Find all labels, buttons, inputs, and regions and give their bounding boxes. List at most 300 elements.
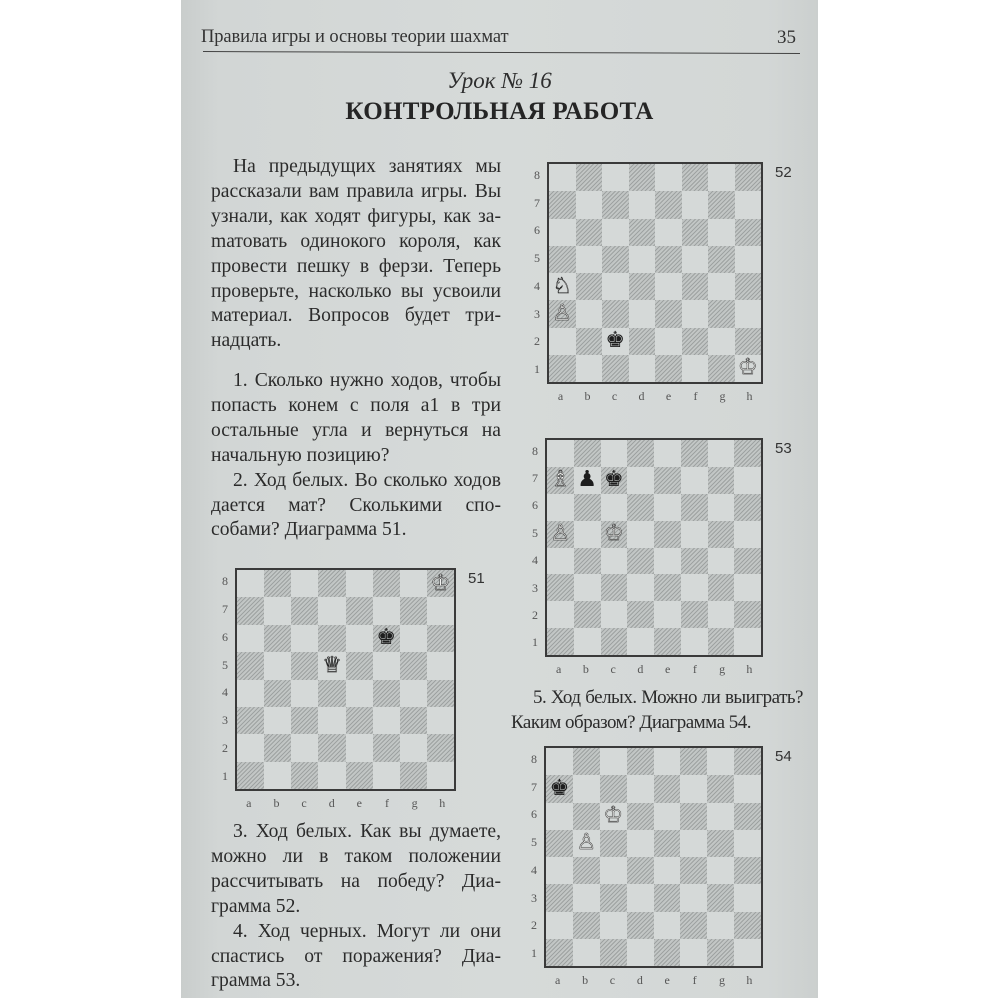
square-b2 [264,734,291,761]
file-label: a [555,662,562,676]
file-label: f [693,389,698,403]
square-a1 [547,628,574,655]
square-e4 [346,680,373,707]
square-h8 [734,440,761,467]
square-a3 [549,300,576,327]
square-e7 [654,775,681,802]
square-a3 [237,707,264,734]
square-d2 [629,328,656,355]
square-a8 [547,440,574,467]
square-c7 [601,467,628,494]
white-king-icon: ♔ [603,803,624,829]
intro-column [211,155,501,354]
square-c6 [601,494,628,521]
square-d1 [318,762,345,789]
square-g3 [708,574,735,601]
rank-label: 7 [222,601,228,616]
square-f7 [682,191,709,218]
square-h5 [734,521,761,548]
square-d7 [627,775,654,802]
running-header: Правила игры и основы теории шахмат [201,27,509,47]
square-b8 [264,570,291,597]
rank-label: 3 [532,580,538,595]
square-e5 [654,830,681,857]
rank-label: 7 [531,779,537,794]
square-f6 [373,625,400,652]
square-e6 [655,219,682,246]
rank-label: 2 [222,741,228,756]
square-a3 [546,884,573,911]
square-g5 [400,652,427,679]
square-d3 [318,707,345,734]
square-c5 [291,652,318,679]
rank-label: 8 [534,167,540,182]
white-king-icon: ♔ [604,521,624,547]
square-h7 [734,467,761,494]
rank-label: 6 [531,807,537,822]
square-g4 [400,680,427,707]
white-queen-icon: ♕ [322,652,342,678]
square-h8 [735,164,762,191]
square-d5 [629,246,656,273]
square-b5 [573,830,600,857]
square-f1 [681,628,708,655]
square-h8 [427,570,454,597]
square-d3 [629,300,656,327]
square-g1 [400,762,427,789]
square-a2 [549,328,576,355]
square-d1 [629,355,656,382]
square-f8 [682,164,709,191]
square-g8 [707,748,734,775]
square-c2 [601,601,628,628]
square-h2 [427,734,454,761]
rank-label: 2 [531,918,537,933]
square-g5 [707,830,734,857]
square-a7 [546,775,573,802]
square-d1 [627,628,654,655]
rank-label: 3 [222,713,228,728]
square-c1 [600,939,627,966]
file-label: a [246,796,252,810]
square-b1 [264,762,291,789]
square-g3 [708,300,735,327]
square-a6 [546,803,573,830]
question-5-block [511,685,803,735]
square-h5 [427,652,454,679]
square-g2 [707,912,734,939]
file-label: b [584,389,591,403]
square-f5 [681,521,708,548]
rank-label: 8 [531,751,537,766]
square-d6 [629,219,656,246]
square-f3 [682,300,709,327]
page-number: 35 [777,27,796,48]
square-f2 [373,734,400,761]
square-b3 [264,707,291,734]
square-g7 [708,191,735,218]
square-b8 [573,748,600,775]
square-a6 [547,494,574,521]
square-d3 [627,884,654,911]
square-e4 [654,548,681,575]
square-a6 [549,219,576,246]
square-f7 [681,467,708,494]
square-b7 [574,467,601,494]
square-c1 [601,628,628,655]
square-d6 [318,625,345,652]
square-h1 [427,762,454,789]
square-a1 [549,355,576,382]
square-a8 [546,748,573,775]
rank-label: 6 [532,498,538,513]
square-d4 [318,680,345,707]
square-b5 [264,652,291,679]
square-e8 [654,748,681,775]
rank-label: 5 [532,525,538,540]
square-h3 [427,707,454,734]
square-e1 [654,939,681,966]
square-e8 [654,440,681,467]
intro-paragraph: На предыдущих занятиях мы рассказали вам правила игры. Вы узнали, как ходят фигуры, как заmатовать одинокого короля, как провести пешку в ферзи. Теперь проверьте, насколько вы усвоили материал. Вопросов будет тринадцать. [211,156,501,352]
white-king-icon: ♔ [737,355,758,381]
rank-label: 8 [222,573,228,588]
square-b7 [576,191,603,218]
square-g4 [708,273,735,300]
square-h2 [735,328,762,355]
square-e6 [654,494,681,521]
square-c3 [601,574,628,601]
square-d8 [627,440,654,467]
diagram-54 [531,746,792,987]
square-f5 [682,246,709,273]
square-f4 [680,857,707,884]
square-a3 [547,574,574,601]
square-a2 [547,601,574,628]
file-label: g [718,973,725,987]
square-c4 [600,857,627,884]
square-g7 [707,775,734,802]
rank-label: 4 [532,553,538,568]
file-label: a [557,389,564,403]
square-h4 [735,273,762,300]
black-king-icon: ♚ [604,467,624,493]
square-g6 [708,219,735,246]
questions-3-4 [211,820,501,994]
square-a8 [549,164,576,191]
square-f8 [373,570,400,597]
square-e1 [655,355,682,382]
diagram-52 [534,162,792,403]
square-b8 [576,164,603,191]
square-g8 [400,570,427,597]
file-label: h [746,973,753,987]
square-f8 [680,748,707,775]
rank-label: 1 [532,635,538,650]
square-b5 [574,521,601,548]
square-h4 [734,857,761,884]
file-label: g [719,662,726,676]
square-g8 [708,164,735,191]
square-h7 [734,775,761,802]
square-a5 [549,246,576,273]
square-c7 [600,775,627,802]
square-b2 [576,328,603,355]
rank-label: 5 [531,835,537,850]
rank-label: 6 [222,629,228,644]
chess-board [545,438,763,657]
square-a4 [549,273,576,300]
square-g1 [708,355,735,382]
square-d2 [627,601,654,628]
square-b1 [576,355,603,382]
square-d6 [627,494,654,521]
square-b6 [576,219,603,246]
square-g5 [708,521,735,548]
square-b2 [573,912,600,939]
black-pawn-icon: ♟ [577,467,597,493]
square-e5 [346,652,373,679]
square-d7 [629,191,656,218]
square-d6 [627,803,654,830]
square-b6 [574,494,601,521]
square-d1 [627,939,654,966]
file-label: d [638,389,645,403]
square-h4 [427,680,454,707]
square-c8 [291,570,318,597]
black-king-icon: ♚ [376,625,397,651]
square-a7 [549,191,576,218]
square-b6 [264,625,291,652]
square-d5 [627,830,654,857]
chess-board [235,568,456,791]
square-c8 [602,164,629,191]
square-b5 [576,246,603,273]
square-a5 [237,652,264,679]
square-g6 [400,625,427,652]
file-label: e [664,662,671,676]
square-d4 [627,548,654,575]
white-king-icon: ♔ [430,570,451,596]
file-label: f [692,662,697,676]
square-c5 [600,830,627,857]
file-label: c [301,796,307,810]
square-e7 [655,191,682,218]
square-e3 [655,300,682,327]
file-label: b [582,662,589,676]
square-e8 [655,164,682,191]
white-knight-icon: ♘ [552,273,573,299]
square-h6 [734,494,761,521]
square-c2 [291,734,318,761]
square-c6 [602,219,629,246]
question-2: 2. Ход белых. Во сколько ходов дается мат? Сколькими способами? Диаграмма 51. [211,469,501,541]
square-f3 [681,574,708,601]
square-e2 [654,912,681,939]
file-label: b [582,973,589,987]
rank-label: 8 [532,443,538,458]
square-c3 [602,300,629,327]
black-king-icon: ♚ [549,775,570,801]
file-label: f [692,973,697,987]
square-e4 [655,273,682,300]
file-label: g [411,796,418,810]
rank-label: 2 [532,607,538,622]
square-g8 [708,440,735,467]
square-e1 [654,628,681,655]
square-b7 [264,597,291,624]
rank-label: 7 [534,195,540,210]
square-e7 [654,467,681,494]
square-g6 [708,494,735,521]
square-b6 [573,803,600,830]
square-b2 [574,601,601,628]
square-g2 [708,601,735,628]
square-f1 [680,939,707,966]
square-a4 [546,857,573,884]
black-king-icon: ♚ [605,328,626,354]
square-f4 [682,273,709,300]
square-d7 [627,467,654,494]
square-a2 [546,912,573,939]
rank-label: 7 [532,471,538,486]
chess-board [544,746,763,968]
rank-label: 6 [534,223,540,238]
diagram-number: 54 [775,748,792,765]
square-e7 [346,597,373,624]
square-c5 [601,521,628,548]
square-h6 [735,219,762,246]
square-a5 [546,830,573,857]
square-f1 [373,762,400,789]
white-bishop-icon: ♗ [550,467,571,493]
question-5: 5. Ход белых. Можно ли выиграть? Каким образом? Диаграмма 54. [511,687,803,733]
square-c6 [600,803,627,830]
square-c2 [600,912,627,939]
square-c4 [291,680,318,707]
rank-label: 4 [531,862,537,877]
file-label: d [636,973,643,987]
square-g6 [707,803,734,830]
square-g1 [707,939,734,966]
square-h1 [735,355,762,382]
square-a4 [547,548,574,575]
square-h7 [735,191,762,218]
diagram-number: 52 [775,164,792,181]
square-c4 [602,273,629,300]
file-label: a [555,973,561,987]
file-label: c [609,973,616,987]
square-e1 [346,762,373,789]
square-c7 [602,191,629,218]
square-g4 [707,857,734,884]
square-h8 [734,748,761,775]
square-g4 [708,548,735,575]
rank-label: 1 [222,769,228,784]
square-g1 [708,628,735,655]
file-label: h [746,389,753,403]
square-h6 [427,625,454,652]
square-c3 [291,707,318,734]
square-d8 [629,164,656,191]
square-e5 [654,521,681,548]
questions-1-2 [211,369,501,543]
square-f5 [373,652,400,679]
square-h2 [734,912,761,939]
square-e2 [346,734,373,761]
square-f2 [682,328,709,355]
square-c5 [602,246,629,273]
square-f5 [680,830,707,857]
square-e8 [346,570,373,597]
square-h3 [735,300,762,327]
file-label: f [384,796,389,810]
square-e3 [346,707,373,734]
rank-label: 1 [531,946,537,961]
square-f7 [373,597,400,624]
square-d2 [627,912,654,939]
square-a1 [237,762,264,789]
square-b4 [576,273,603,300]
file-label: e [356,796,362,810]
square-f4 [373,680,400,707]
white-pawn-icon: ♙ [576,830,597,856]
square-a5 [547,521,574,548]
square-b1 [574,628,601,655]
square-h4 [734,548,761,575]
square-b4 [264,680,291,707]
square-g2 [400,734,427,761]
square-h1 [734,628,761,655]
square-f8 [681,440,708,467]
square-d8 [627,748,654,775]
rank-label: 2 [534,334,540,349]
header-rule [203,51,800,54]
square-c7 [291,597,318,624]
square-h5 [734,830,761,857]
square-e3 [654,884,681,911]
square-c2 [602,328,629,355]
file-label: b [273,796,280,810]
square-e2 [655,328,682,355]
rank-label: 4 [534,278,540,293]
diagram-number: 51 [468,570,485,587]
square-b3 [573,884,600,911]
square-f2 [680,912,707,939]
square-a6 [237,625,264,652]
file-label: d [328,796,335,810]
square-f2 [681,601,708,628]
square-a7 [547,467,574,494]
square-e6 [654,803,681,830]
book-page [181,0,818,998]
square-e6 [346,625,373,652]
square-e2 [654,601,681,628]
file-label: h [439,796,446,810]
square-h1 [734,939,761,966]
square-e5 [655,246,682,273]
square-a4 [237,680,264,707]
square-f6 [680,803,707,830]
file-label: c [611,389,618,403]
square-g2 [708,328,735,355]
square-a8 [237,570,264,597]
square-f4 [681,548,708,575]
square-c1 [291,762,318,789]
square-e4 [654,857,681,884]
square-g7 [708,467,735,494]
rank-label: 1 [534,362,540,377]
